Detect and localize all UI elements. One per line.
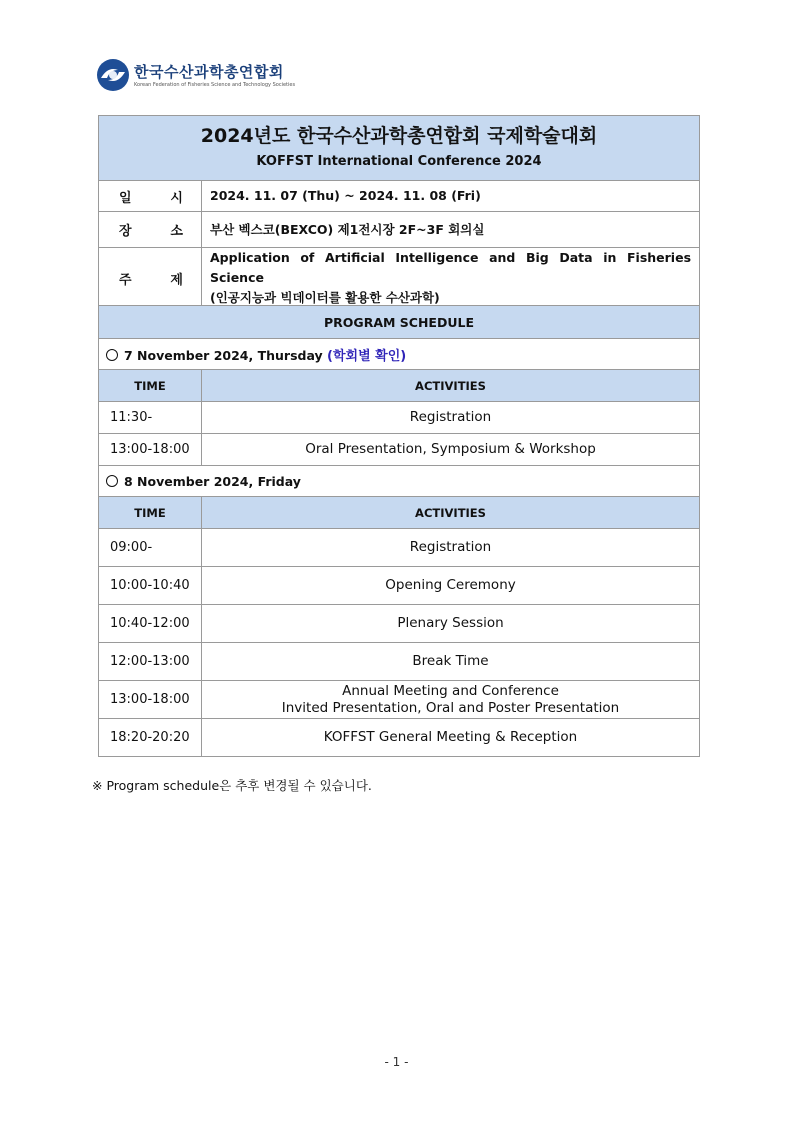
- row-activity: Oral Presentation, Symposium & Workshop: [202, 434, 700, 466]
- day1-date: 7 November 2024, Thursday: [124, 347, 323, 363]
- theme-label: 주 제: [99, 248, 202, 309]
- day1-note: (학회별 확인): [327, 348, 407, 364]
- conference-title-en: KOFFST International Conference 2024: [256, 154, 542, 169]
- time-column-header: TIME: [99, 370, 202, 402]
- activities-column-header: ACTIVITIES: [202, 370, 700, 402]
- row-activity: Plenary Session: [202, 605, 700, 643]
- row-time: 18:20-20:20: [99, 719, 202, 757]
- circle-bullet-icon: [106, 349, 118, 361]
- row-time: 13:00-18:00: [99, 681, 202, 719]
- theme-korean: (인공지능과 빅데이터를 활용한 수산과학): [210, 290, 440, 305]
- table-row: [99, 681, 700, 719]
- info-row-theme: [99, 248, 700, 309]
- circle-bullet-icon: [106, 475, 118, 487]
- schedule-title: PROGRAM SCHEDULE: [99, 306, 700, 339]
- venue-label: 장 소: [99, 212, 202, 248]
- conference-title-ko: 2024년도 한국수산과학총연합회 국제학술대회: [200, 125, 598, 147]
- row-time: 11:30-: [99, 402, 202, 434]
- row-activity: Registration: [202, 402, 700, 434]
- row-time: 12:00-13:00: [99, 643, 202, 681]
- page-number: - 1 -: [384, 1055, 409, 1069]
- row-activity: Registration: [202, 529, 700, 567]
- activity-line-2: Invited Presentation, Oral and Poster Presentation: [281, 699, 620, 716]
- table-row: [99, 719, 700, 757]
- activities-column-header: ACTIVITIES: [202, 497, 700, 529]
- day1-heading: [99, 339, 700, 370]
- table-row: [99, 402, 700, 434]
- row-time: 09:00-: [99, 529, 202, 567]
- logo-name-english: Korean Federation of Fisheries Science and Technology Societies: [134, 82, 296, 88]
- theme-english: Application of Artificial Intelligence and Big Data in Fisheries Science: [210, 250, 692, 285]
- info-row-date: [99, 181, 700, 212]
- info-row-venue: [99, 212, 700, 248]
- row-activity: Break Time: [202, 643, 700, 681]
- time-column-header: TIME: [99, 497, 202, 529]
- logo-name-korean: 한국수산과학총연합회: [134, 63, 284, 81]
- table-row: [99, 529, 700, 567]
- activity-line-1: Annual Meeting and Conference: [342, 682, 559, 699]
- table-row: [99, 643, 700, 681]
- schedule-change-notice: ※ Program schedule은 추후 변경될 수 있습니다.: [92, 778, 372, 793]
- row-time: 10:00-10:40: [99, 567, 202, 605]
- row-time: 10:40-12:00: [99, 605, 202, 643]
- row-activity: [202, 681, 700, 719]
- row-activity: Opening Ceremony: [202, 567, 700, 605]
- table-row: [99, 605, 700, 643]
- row-activity: KOFFST General Meeting & Reception: [202, 719, 700, 757]
- day2-heading: [99, 466, 700, 497]
- federation-logo-icon: [96, 58, 130, 92]
- date-label: 일 시: [99, 181, 202, 212]
- table-row: [99, 567, 700, 605]
- conference-title-cell: [99, 116, 700, 181]
- program-schedule-table: [98, 305, 700, 757]
- theme-value: [202, 248, 700, 309]
- date-value: 2024. 11. 07 (Thu) ~ 2024. 11. 08 (Fri): [202, 181, 700, 212]
- conference-info-table: [98, 115, 700, 309]
- venue-value: 부산 벡스코(BEXCO) 제1전시장 2F~3F 회의실: [202, 212, 700, 248]
- row-time: 13:00-18:00: [99, 434, 202, 466]
- day2-date: 8 November 2024, Friday: [124, 473, 301, 489]
- table-row: [99, 434, 700, 466]
